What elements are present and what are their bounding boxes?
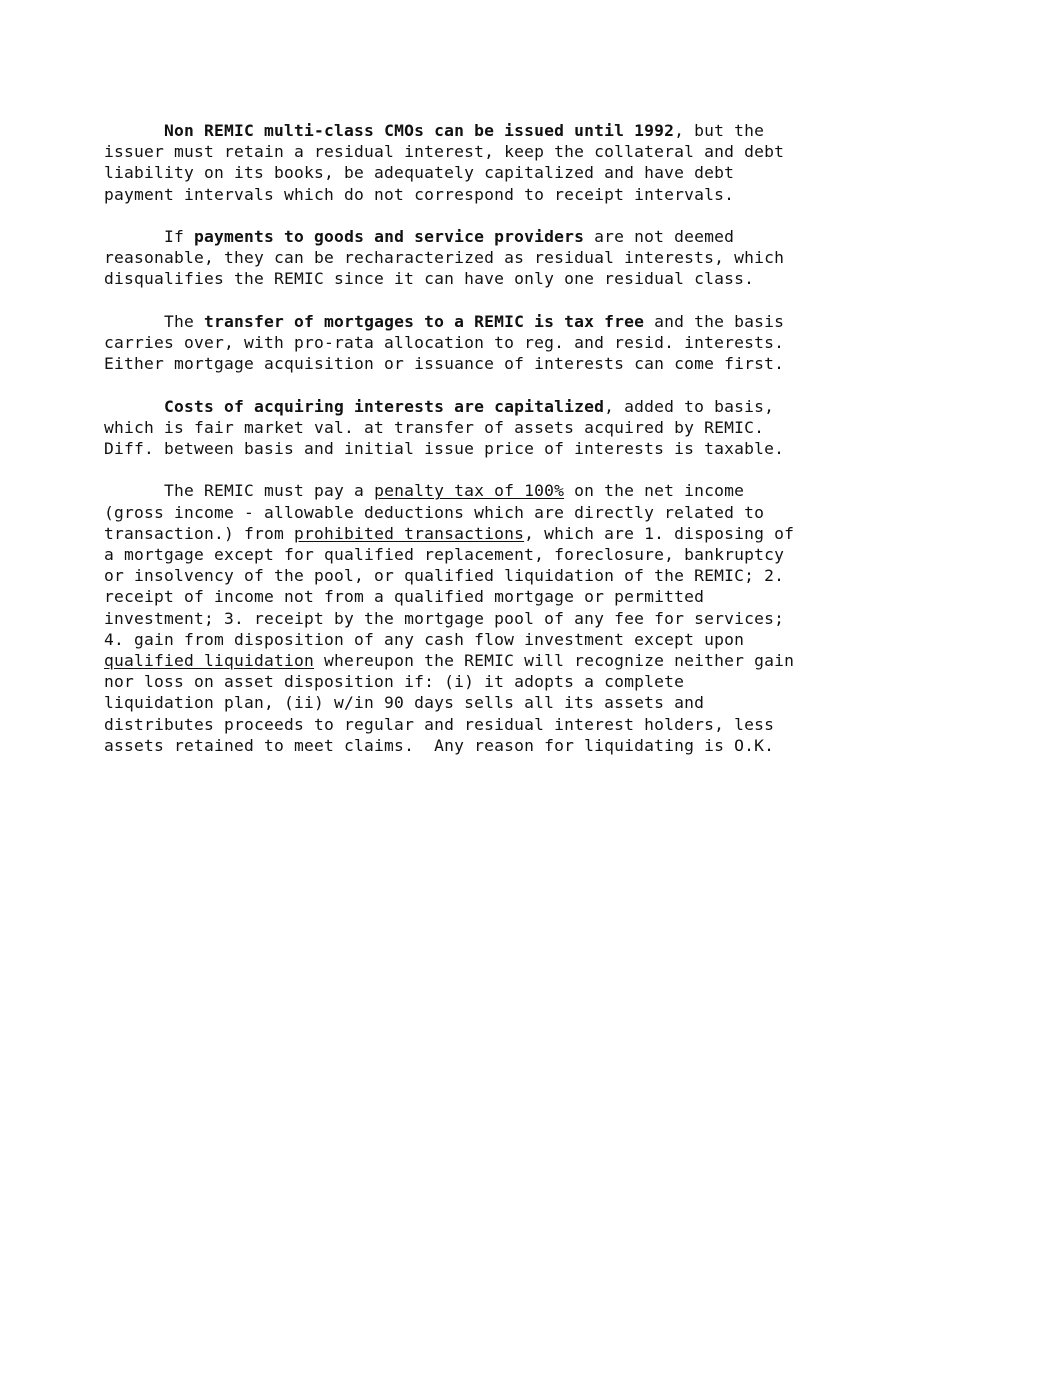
text-run: disqualifies the REMIC since it can have only one residual class. — [104, 269, 755, 289]
text-run: reasonable, they can be recharacterized as residual interests, which — [104, 248, 785, 268]
text-line — [104, 565, 1004, 586]
text-run: assets retained to meet claims. Any reason for liquidating is O.K. — [104, 735, 775, 755]
text-line — [104, 184, 1004, 205]
text-run: (gross income - allowable deductions which are directly related to — [104, 502, 765, 522]
text-line — [104, 268, 1004, 289]
text-run: The — [104, 311, 205, 331]
text-line — [104, 650, 1004, 671]
text-line — [104, 311, 1004, 332]
bold-text: Costs of acquiring interests are capitalized — [164, 396, 605, 416]
text-run: liability on its books, be adequately capitalized and have debt — [104, 163, 735, 183]
bold-text: Non REMIC multi-class CMOs can be issued until 1992 — [164, 121, 675, 140]
text-run: , but the — [674, 121, 765, 140]
text-line — [104, 417, 1004, 438]
text-line — [104, 438, 1004, 459]
text-run: on the net income — [564, 481, 745, 501]
paragraph — [104, 311, 1004, 375]
text-line — [104, 332, 1004, 353]
underlined-text: penalty tax of 100% — [374, 481, 565, 501]
text-run: If — [104, 227, 195, 246]
text-run: Either mortgage acquisition or issuance of interests can come first. — [104, 354, 785, 374]
text-line — [104, 692, 1004, 713]
text-run: liquidation plan, (ii) w/in 90 days sells all its assets and — [104, 693, 705, 713]
text-line — [104, 396, 1004, 417]
paragraph — [104, 226, 1004, 290]
text-line — [104, 714, 1004, 735]
paragraph — [104, 480, 1004, 756]
underlined-text: prohibited transactions — [294, 523, 525, 543]
text-line — [104, 735, 1004, 756]
text-run: distributes proceeds to regular and residual interest holders, less — [104, 714, 775, 734]
paragraph — [104, 120, 1004, 205]
text-run: are not deemed — [584, 227, 735, 246]
text-run: 4. gain from disposition of any cash flow investment except upon — [104, 629, 745, 649]
text-line — [104, 120, 1004, 141]
text-line — [104, 629, 1004, 650]
text-run: The REMIC must pay a — [104, 481, 375, 501]
underlined-text: qualified liquidation — [104, 651, 315, 671]
text-run: receipt of income not from a qualified mortgage or permitted — [104, 587, 705, 607]
bold-text: transfer of mortgages to a REMIC is tax free — [204, 311, 645, 331]
text-line — [104, 502, 1004, 523]
bold-text: payments to goods and service providers — [194, 227, 585, 246]
text-run: , which are 1. disposing of — [524, 523, 795, 543]
text-line — [104, 247, 1004, 268]
text-line — [104, 608, 1004, 629]
text-run: or insolvency of the pool, or qualified liquidation of the REMIC; 2. — [104, 566, 785, 586]
text-line — [104, 226, 1004, 247]
text-run: whereupon the REMIC will recognize neither gain — [314, 651, 795, 671]
text-run: Diff. between basis and initial issue price of interests is taxable. — [104, 439, 785, 458]
text-line — [104, 523, 1004, 544]
text-run: payment intervals which do not correspond to receipt intervals. — [104, 184, 735, 204]
text-run: issuer must retain a residual interest, keep the collateral and debt — [104, 142, 785, 162]
text-run: and the basis — [644, 311, 785, 331]
text-run: a mortgage except for qualified replacement, foreclosure, bankruptcy — [104, 545, 785, 564]
text-run: which is fair market val. at transfer of assets acquired by REMIC. — [104, 417, 765, 437]
text-run: nor loss on asset disposition if: (i) it adopts a complete — [104, 672, 685, 692]
paragraph — [104, 396, 1004, 460]
text-run: investment; 3. receipt by the mortgage pool of any fee for services; — [104, 608, 785, 628]
text-run — [104, 121, 164, 140]
text-run: carries over, with pro-rata allocation to reg. and resid. interests. — [104, 333, 785, 352]
text-line — [104, 671, 1004, 692]
document-body — [104, 120, 1004, 777]
text-run: transaction.) from — [104, 523, 295, 543]
text-line — [104, 586, 1004, 607]
text-run: , added to basis, — [604, 396, 775, 416]
text-line — [104, 353, 1004, 374]
text-line — [104, 544, 1004, 565]
text-run — [104, 397, 164, 416]
text-line — [104, 141, 1004, 162]
text-line — [104, 480, 1004, 501]
text-line — [104, 162, 1004, 183]
